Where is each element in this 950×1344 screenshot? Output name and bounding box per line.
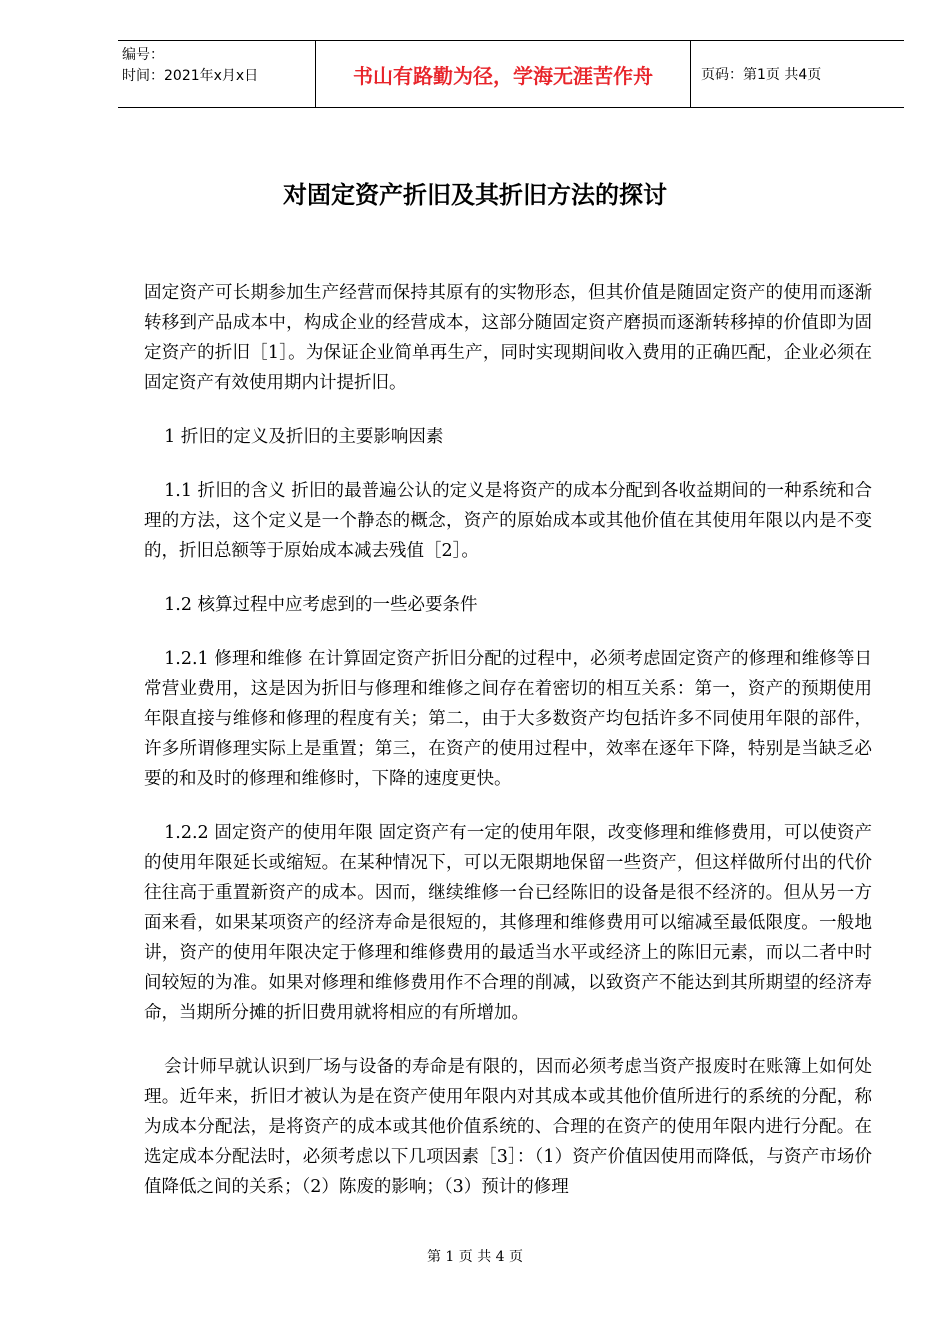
body-paragraph: 固定资产可长期参加生产经营而保持其原有的实物形态，但其价值是随固定资产的使用而逐渐转移到产品成本中，构成企业的经营成本，这部分随固定资产磨损而逐渐转移掉的价值即为固定资产的折旧［1］。为保证企业简单再生产，同时实现期间收入费用的正确匹配，企业必须在固定资产有效使用期内计提折旧。 (144, 283, 872, 393)
document-number-label: 编号： (122, 47, 164, 63)
header-motto: 书山有路勤为径，学海无涯苦作舟 (315, 41, 691, 107)
header-meta (118, 41, 315, 107)
body-paragraph: 1.2.1 修理和维修 在计算固定资产折旧分配的过程中，必须考虑固定资产的修理和维修等日常营业费用，这是因为折旧与修理和维修之间存在着密切的相互关系：第一，资产的预期使用年限直接与维修和修理的程度有关；第二，由于大多数资产均包括许多不同使用年限的部件，许多所谓修理实际上是重置；第三，在资产的使用过程中，效率在逐年下降，特别是当缺乏必要的和及时的修理和维修时，下降的速度更快。 (144, 649, 872, 789)
body-paragraph: 会计师早就认识到厂场与设备的寿命是有限的，因而必须考虑当资产报废时在账簿上如何处理。近年来，折旧才被认为是在资产使用年限内对其成本或其他价值所进行的系统的分配，称为成本分配法，是将资产的成本或其他价值系统的、合理的在资产的使用年限内进行分配。在选定成本分配法时，必须考虑以下几项因素［3］：（1）资产价值因使用而降低，与资产市场价值降低之间的关系；（2）陈废的影响；（3）预计的修理 (144, 1057, 872, 1197)
page-header (118, 40, 904, 108)
document-body (144, 278, 872, 1226)
body-paragraph: 1.1 折旧的含义 折旧的最普遍公认的定义是将资产的成本分配到各收益期间的一种系统和合理的方法，这个定义是一个静态的概念，资产的原始成本或其他价值在其使用年限以内是不变的，折旧总额等于原始成本减去残值［2］。 (144, 481, 872, 561)
page-footer: 第 1 页 共 4 页 (426, 1249, 524, 1265)
document-time-label: 时间：2021年x月x日 (122, 68, 259, 84)
section-heading: 1 折旧的定义及折旧的主要影响因素 (164, 427, 444, 447)
header-page-info: 页码：第1页 共4页 (701, 67, 822, 83)
document-title: 对固定资产折旧及其折旧方法的探讨 (283, 180, 667, 209)
section-heading: 1.2 核算过程中应考虑到的一些必要条件 (164, 595, 478, 615)
body-paragraph: 1.2.2 固定资产的使用年限 固定资产有一定的使用年限，改变修理和维修费用，可以使资产的使用年限延长或缩短。在某种情况下，可以无限期地保留一些资产，但这样做所付出的代价往往高于重置新资产的成本。因而，继续维修一台已经陈旧的设备是很不经济的。但从另一方面来看，如果某项资产的经济寿命是很短的，其修理和维修费用可以缩减至最低限度。一般地讲，资产的使用年限决定于修理和维修费用的最适当水平或经济上的陈旧元素，而以二者中时间较短的为准。如果对修理和维修费用作不合理的削减，以致资产不能达到其所期望的经济寿命，当期所分摊的折旧费用就将相应的有所增加。 (144, 823, 872, 1023)
